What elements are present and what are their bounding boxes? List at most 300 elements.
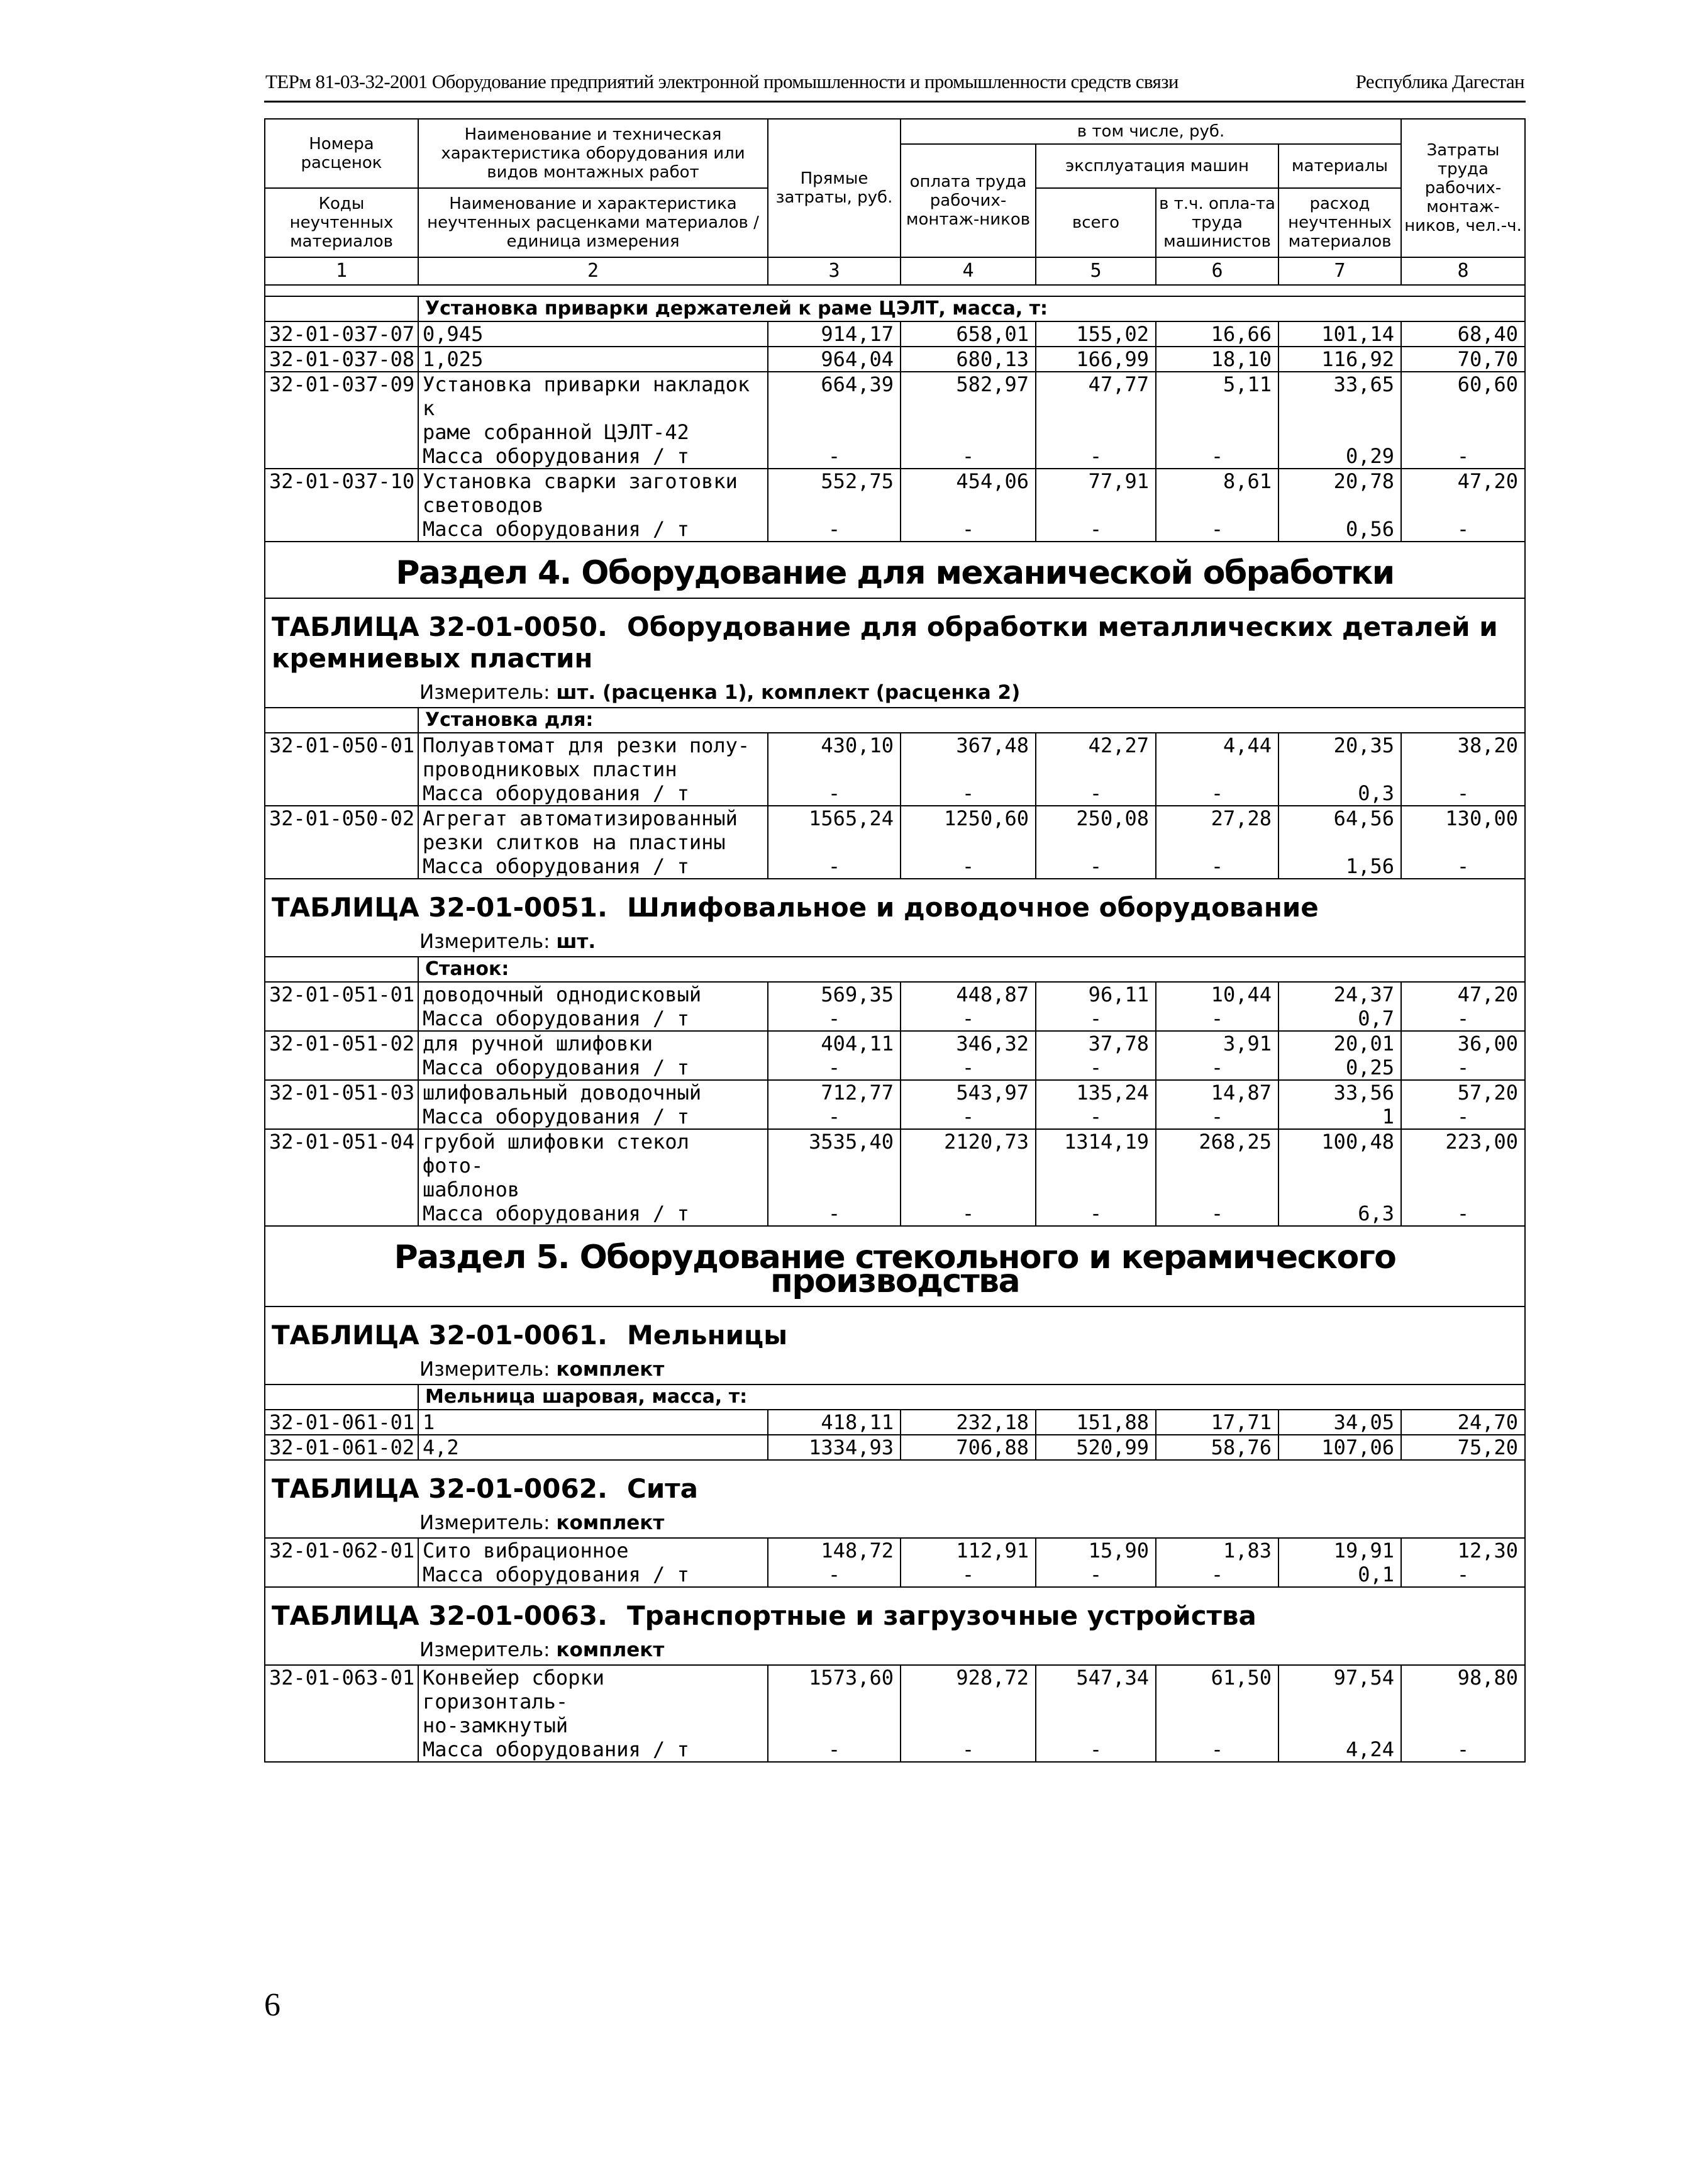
table-row bbox=[265, 982, 1525, 1006]
subheader-code-cell bbox=[265, 708, 418, 733]
mass-c6: - bbox=[1156, 1201, 1278, 1226]
column-number: 4 bbox=[901, 257, 1036, 285]
col5-header: всего bbox=[1036, 188, 1156, 257]
value-c7: 33,65 bbox=[1278, 372, 1401, 444]
mass-c4: - bbox=[901, 1006, 1036, 1031]
value-c5: 1314,19 bbox=[1036, 1129, 1156, 1201]
value-c6: 4,44 bbox=[1156, 733, 1278, 781]
mass-c6: - bbox=[1156, 1056, 1278, 1080]
mass-c7: 0,56 bbox=[1278, 517, 1401, 542]
value-c6: 3,91 bbox=[1156, 1031, 1278, 1056]
mass-code-cell bbox=[265, 1563, 418, 1587]
value-c6: 18,10 bbox=[1156, 347, 1278, 372]
mass-c7: 1 bbox=[1278, 1105, 1401, 1129]
mass-c5: - bbox=[1036, 517, 1156, 542]
table-row bbox=[265, 1080, 1525, 1105]
table-0050-meter-row bbox=[265, 678, 1525, 708]
value-c3: 664,39 bbox=[768, 372, 901, 444]
table-0063-title bbox=[265, 1587, 1525, 1635]
mass-c8: - bbox=[1401, 1105, 1525, 1129]
value-c8: 57,20 bbox=[1401, 1080, 1525, 1105]
value-c6: 61,50 bbox=[1156, 1665, 1278, 1737]
mass-c5: - bbox=[1036, 1105, 1156, 1129]
value-c4: 680,13 bbox=[901, 347, 1036, 372]
value-c8: 60,60 bbox=[1401, 372, 1525, 444]
mass-label: Масса оборудования / т bbox=[418, 1056, 768, 1080]
in-total-header: в том числе, руб. bbox=[901, 119, 1401, 144]
table-row bbox=[265, 372, 1525, 444]
value-c8: 47,20 bbox=[1401, 469, 1525, 517]
value-c8: 12,30 bbox=[1401, 1538, 1525, 1563]
column-number: 5 bbox=[1036, 257, 1156, 285]
mass-c4: - bbox=[901, 854, 1036, 879]
table-0063-meter bbox=[265, 1635, 1525, 1665]
value-c5: 135,24 bbox=[1036, 1080, 1156, 1105]
mass-c4: - bbox=[901, 517, 1036, 542]
value-c7: 97,54 bbox=[1278, 1665, 1401, 1737]
rate-code: 32-01-050-01 bbox=[265, 733, 418, 781]
machines-header: эксплуатация машин bbox=[1036, 144, 1278, 188]
column-numbers-row bbox=[265, 257, 1525, 285]
meter-value: комплект bbox=[556, 1639, 665, 1661]
mass-c4: - bbox=[901, 1563, 1036, 1587]
rate-code: 32-01-037-09 bbox=[265, 372, 418, 444]
value-c4: 232,18 bbox=[901, 1410, 1036, 1435]
table-row bbox=[265, 321, 1525, 347]
value-c3: 404,11 bbox=[768, 1031, 901, 1056]
mass-c6: - bbox=[1156, 1737, 1278, 1762]
table-0062-meter-row bbox=[265, 1508, 1525, 1538]
work-name: Сито вибрационное bbox=[418, 1538, 768, 1563]
meter-label: Измеритель: bbox=[419, 1512, 550, 1534]
table-0051-meter bbox=[265, 927, 1525, 957]
table-row bbox=[265, 1031, 1525, 1056]
mass-c8: - bbox=[1401, 1737, 1525, 1762]
value-c7: 19,91 bbox=[1278, 1538, 1401, 1563]
table-0050-meter bbox=[265, 678, 1525, 708]
mass-c7: 0,25 bbox=[1278, 1056, 1401, 1080]
col7-header: расход неучтенных материалов bbox=[1278, 188, 1401, 257]
mass-c8: - bbox=[1401, 517, 1525, 542]
mass-c7: 0,1 bbox=[1278, 1563, 1401, 1587]
section-4-title-row bbox=[265, 542, 1525, 598]
rate-code: 32-01-051-03 bbox=[265, 1080, 418, 1105]
value-c5: 520,99 bbox=[1036, 1435, 1156, 1460]
mass-c8: - bbox=[1401, 1006, 1525, 1031]
mass-c6: - bbox=[1156, 1006, 1278, 1031]
work-name: грубой шлифовки стекол фото- шаблонов bbox=[418, 1129, 768, 1201]
col8-header: Затраты труда рабочих-монтаж-ников, чел.-ч. bbox=[1401, 119, 1525, 257]
mass-c4: - bbox=[901, 1056, 1036, 1080]
value-c5: 547,34 bbox=[1036, 1665, 1156, 1737]
table-0063-meter-row bbox=[265, 1635, 1525, 1665]
mass-c6: - bbox=[1156, 854, 1278, 879]
table-0062-title bbox=[265, 1460, 1525, 1508]
value-c5: 47,77 bbox=[1036, 372, 1156, 444]
value-c6: 5,11 bbox=[1156, 372, 1278, 444]
materials-header: материалы bbox=[1278, 144, 1401, 188]
table-0061-title bbox=[265, 1306, 1525, 1355]
mass-c5: - bbox=[1036, 1737, 1156, 1762]
value-c8: 36,00 bbox=[1401, 1031, 1525, 1056]
table-0051-title bbox=[265, 879, 1525, 927]
col2-header-bottom: Наименование и характеристика неучтенных расценками материалов / единица измерения bbox=[418, 188, 768, 257]
mass-c6: - bbox=[1156, 444, 1278, 469]
work-name: Полуавтомат для резки полу- проводниковых пластин bbox=[418, 733, 768, 781]
mass-c8: - bbox=[1401, 781, 1525, 806]
mass-c5: - bbox=[1036, 781, 1156, 806]
mass-c5: - bbox=[1036, 1201, 1156, 1226]
mass-c8: - bbox=[1401, 1563, 1525, 1587]
value-c3: 418,11 bbox=[768, 1410, 901, 1435]
mass-label: Масса оборудования / т bbox=[418, 1201, 768, 1226]
work-name: Агрегат автоматизированный резки слитков на пластины bbox=[418, 806, 768, 854]
col1-header-bottom: Коды неучтенных материалов bbox=[265, 188, 418, 257]
value-c7: 100,48 bbox=[1278, 1129, 1401, 1201]
mass-c7: 4,24 bbox=[1278, 1737, 1401, 1762]
subheader-row bbox=[265, 708, 1525, 733]
value-c5: 37,78 bbox=[1036, 1031, 1156, 1056]
meter-value: комплект bbox=[556, 1358, 665, 1381]
mass-c6: - bbox=[1156, 1105, 1278, 1129]
mass-row bbox=[265, 444, 1525, 469]
value-c5: 250,08 bbox=[1036, 806, 1156, 854]
mass-c4: - bbox=[901, 1737, 1036, 1762]
table-row bbox=[265, 806, 1525, 854]
value-c8: 70,70 bbox=[1401, 347, 1525, 372]
value-c3: 964,04 bbox=[768, 347, 901, 372]
mass-c3: - bbox=[768, 444, 901, 469]
mass-label: Масса оборудования / т bbox=[418, 444, 768, 469]
subheader-code-cell bbox=[265, 1384, 418, 1410]
table-row bbox=[265, 347, 1525, 372]
value-c5: 15,90 bbox=[1036, 1538, 1156, 1563]
mass-c8: - bbox=[1401, 854, 1525, 879]
table-row bbox=[265, 1665, 1525, 1737]
mass-c8: - bbox=[1401, 444, 1525, 469]
mass-label: Масса оборудования / т bbox=[418, 1737, 768, 1762]
mass-c7: 1,56 bbox=[1278, 854, 1401, 879]
value-c8: 38,20 bbox=[1401, 733, 1525, 781]
rate-code: 32-01-051-01 bbox=[265, 982, 418, 1006]
table-row bbox=[265, 733, 1525, 781]
mass-code-cell bbox=[265, 1201, 418, 1226]
rate-code: 32-01-050-02 bbox=[265, 806, 418, 854]
value-c7: 101,14 bbox=[1278, 321, 1401, 347]
table-0063-name: Транспортные и загрузочные устройства bbox=[627, 1600, 1256, 1631]
table-0061-title-row bbox=[265, 1306, 1525, 1355]
value-c4: 928,72 bbox=[901, 1665, 1036, 1737]
mass-label: Масса оборудования / т bbox=[418, 1563, 768, 1587]
mass-code-cell bbox=[265, 517, 418, 542]
subheader-row bbox=[265, 296, 1525, 321]
mass-label: Масса оборудования / т bbox=[418, 1006, 768, 1031]
table-row bbox=[265, 1410, 1525, 1435]
value-c8: 24,70 bbox=[1401, 1410, 1525, 1435]
spacer-row bbox=[265, 285, 1525, 296]
mass-code-cell bbox=[265, 781, 418, 806]
mass-c4: - bbox=[901, 444, 1036, 469]
value-c3: 3535,40 bbox=[768, 1129, 901, 1201]
table-0062-title-row bbox=[265, 1460, 1525, 1508]
mass-c4: - bbox=[901, 1201, 1036, 1226]
page-header bbox=[264, 70, 1526, 103]
mass-c3: - bbox=[768, 1737, 901, 1762]
value-c7: 20,78 bbox=[1278, 469, 1401, 517]
value-c8: 68,40 bbox=[1401, 321, 1525, 347]
work-name: шлифовальный доводочный bbox=[418, 1080, 768, 1105]
work-name: Установка приварки накладок к раме собранной ЦЭЛТ-42 bbox=[418, 372, 768, 444]
mass-code-cell bbox=[265, 1006, 418, 1031]
value-c6: 1,83 bbox=[1156, 1538, 1278, 1563]
value-c4: 454,06 bbox=[901, 469, 1036, 517]
work-name: 4,2 bbox=[418, 1435, 768, 1460]
mass-row bbox=[265, 1563, 1525, 1587]
subheader-code-cell bbox=[265, 296, 418, 321]
mass-c5: - bbox=[1036, 444, 1156, 469]
table-0050-title bbox=[265, 598, 1525, 678]
value-c7: 24,37 bbox=[1278, 982, 1401, 1006]
mass-c5: - bbox=[1036, 1056, 1156, 1080]
mass-c8: - bbox=[1401, 1056, 1525, 1080]
value-c4: 706,88 bbox=[901, 1435, 1036, 1460]
mass-c3: - bbox=[768, 1105, 901, 1129]
mass-c5: - bbox=[1036, 1563, 1156, 1587]
mass-c3: - bbox=[768, 517, 901, 542]
mass-c7: 0,29 bbox=[1278, 444, 1401, 469]
mass-label: Масса оборудования / т bbox=[418, 517, 768, 542]
value-c7: 64,56 bbox=[1278, 806, 1401, 854]
value-c7: 20,35 bbox=[1278, 733, 1401, 781]
mass-row bbox=[265, 1737, 1525, 1762]
table-body bbox=[265, 119, 1525, 1762]
table-row bbox=[265, 1538, 1525, 1563]
section-5-title-row bbox=[265, 1226, 1525, 1306]
mass-c6: - bbox=[1156, 781, 1278, 806]
value-c4: 367,48 bbox=[901, 733, 1036, 781]
table-0061-meter-row bbox=[265, 1355, 1525, 1384]
column-number: 6 bbox=[1156, 257, 1278, 285]
mass-row bbox=[265, 1105, 1525, 1129]
value-c4: 346,32 bbox=[901, 1031, 1036, 1056]
value-c3: 569,35 bbox=[768, 982, 901, 1006]
table-row bbox=[265, 1435, 1525, 1460]
mass-code-cell bbox=[265, 1105, 418, 1129]
mass-c3: - bbox=[768, 1201, 901, 1226]
work-name: 0,945 bbox=[418, 321, 768, 347]
col6-header: в т.ч. опла-та труда машинистов bbox=[1156, 188, 1278, 257]
work-name: Установка сварки заготовки световодов bbox=[418, 469, 768, 517]
work-name: Конвейер сборки горизонталь- но-замкнутый bbox=[418, 1665, 768, 1737]
value-c6: 17,71 bbox=[1156, 1410, 1278, 1435]
mass-row bbox=[265, 781, 1525, 806]
subheader-text: Станок: bbox=[418, 957, 1525, 982]
mass-c3: - bbox=[768, 1563, 901, 1587]
mass-row bbox=[265, 1006, 1525, 1031]
rates-table bbox=[264, 118, 1526, 1763]
column-number: 1 bbox=[265, 257, 418, 285]
header-title: ТЕРм 81-03-32-2001 Оборудование предприятий электронной промышленности и промышленности средств связи bbox=[265, 70, 1179, 92]
column-number: 3 bbox=[768, 257, 901, 285]
meter-value: шт. (расценка 1), комплект (расценка 2) bbox=[556, 681, 1021, 704]
mass-row bbox=[265, 517, 1525, 542]
table-0061-name: Мельницы bbox=[627, 1320, 788, 1351]
work-name: доводочный однодисковый bbox=[418, 982, 768, 1006]
value-c5: 151,88 bbox=[1036, 1410, 1156, 1435]
mass-row bbox=[265, 1201, 1525, 1226]
mass-c6: - bbox=[1156, 517, 1278, 542]
subheader-text: Установка приварки держателей к раме ЦЭЛТ, масса, т: bbox=[418, 296, 1525, 321]
value-c3: 148,72 bbox=[768, 1538, 901, 1563]
value-c4: 658,01 bbox=[901, 321, 1036, 347]
value-c4: 2120,73 bbox=[901, 1129, 1036, 1201]
value-c6: 10,44 bbox=[1156, 982, 1278, 1006]
value-c4: 448,87 bbox=[901, 982, 1036, 1006]
rate-code: 32-01-061-01 bbox=[265, 1410, 418, 1435]
header-region: Республика Дагестан bbox=[1355, 70, 1524, 92]
column-number: 8 bbox=[1401, 257, 1525, 285]
value-c3: 1573,60 bbox=[768, 1665, 901, 1737]
header-row-1 bbox=[265, 119, 1525, 144]
mass-c5: - bbox=[1036, 854, 1156, 879]
value-c8: 223,00 bbox=[1401, 1129, 1525, 1201]
rate-code: 32-01-037-07 bbox=[265, 321, 418, 347]
table-0061-key: ТАБЛИЦА 32-01-0061. bbox=[272, 1320, 607, 1351]
subheader-row bbox=[265, 1384, 1525, 1410]
mass-c8: - bbox=[1401, 1201, 1525, 1226]
value-c8: 130,00 bbox=[1401, 806, 1525, 854]
work-name: 1,025 bbox=[418, 347, 768, 372]
value-c3: 1334,93 bbox=[768, 1435, 901, 1460]
section-5-title: Раздел 5. Оборудование стекольного и керамического производства bbox=[265, 1226, 1525, 1306]
work-name: 1 bbox=[418, 1410, 768, 1435]
table-0062-meter bbox=[265, 1508, 1525, 1538]
column-number: 2 bbox=[418, 257, 768, 285]
value-c4: 582,97 bbox=[901, 372, 1036, 444]
table-0050-name: Оборудование для обработки металлических деталей и кремниевых пластин bbox=[272, 611, 1498, 674]
rate-code: 32-01-051-02 bbox=[265, 1031, 418, 1056]
value-c4: 1250,60 bbox=[901, 806, 1036, 854]
mass-row bbox=[265, 854, 1525, 879]
mass-label: Масса оборудования / т bbox=[418, 781, 768, 806]
column-number: 7 bbox=[1278, 257, 1401, 285]
mass-row bbox=[265, 1056, 1525, 1080]
mass-c3: - bbox=[768, 781, 901, 806]
mass-c4: - bbox=[901, 781, 1036, 806]
rate-code: 32-01-051-04 bbox=[265, 1129, 418, 1201]
col1-header-top: Номера расценок bbox=[265, 119, 418, 188]
mass-code-cell bbox=[265, 1056, 418, 1080]
value-c7: 107,06 bbox=[1278, 1435, 1401, 1460]
table-0062-name: Сита bbox=[627, 1473, 698, 1504]
value-c6: 8,61 bbox=[1156, 469, 1278, 517]
value-c8: 98,80 bbox=[1401, 1665, 1525, 1737]
value-c3: 914,17 bbox=[768, 321, 901, 347]
table-0051-meter-row bbox=[265, 927, 1525, 957]
value-c5: 166,99 bbox=[1036, 347, 1156, 372]
mass-c7: 6,3 bbox=[1278, 1201, 1401, 1226]
value-c8: 75,20 bbox=[1401, 1435, 1525, 1460]
rate-code: 32-01-063-01 bbox=[265, 1665, 418, 1737]
section-4-title: Раздел 4. Оборудование для механической обработки bbox=[265, 542, 1525, 598]
mass-c6: - bbox=[1156, 1563, 1278, 1587]
rate-code: 32-01-062-01 bbox=[265, 1538, 418, 1563]
mass-code-cell bbox=[265, 444, 418, 469]
table-0051-title-row bbox=[265, 879, 1525, 927]
mass-c4: - bbox=[901, 1105, 1036, 1129]
value-c5: 155,02 bbox=[1036, 321, 1156, 347]
value-c4: 112,91 bbox=[901, 1538, 1036, 1563]
table-0063-title-row bbox=[265, 1587, 1525, 1635]
value-c7: 20,01 bbox=[1278, 1031, 1401, 1056]
meter-label: Измеритель: bbox=[419, 1358, 550, 1381]
value-c5: 77,91 bbox=[1036, 469, 1156, 517]
value-c6: 16,66 bbox=[1156, 321, 1278, 347]
table-0051-key: ТАБЛИЦА 32-01-0051. bbox=[272, 892, 607, 923]
table-row bbox=[265, 469, 1525, 517]
table-0061-meter bbox=[265, 1355, 1525, 1384]
col2-header-top: Наименование и техническая характеристика оборудования или видов монтажных работ bbox=[418, 119, 768, 188]
value-c7: 34,05 bbox=[1278, 1410, 1401, 1435]
value-c3: 552,75 bbox=[768, 469, 901, 517]
meter-value: шт. bbox=[556, 930, 596, 953]
table-0050-key: ТАБЛИЦА 32-01-0050. bbox=[272, 611, 607, 642]
mass-c3: - bbox=[768, 1006, 901, 1031]
subheader-text: Мельница шаровая, масса, т: bbox=[418, 1384, 1525, 1410]
table-0050-title-row bbox=[265, 598, 1525, 678]
table-0062-key: ТАБЛИЦА 32-01-0062. bbox=[272, 1473, 607, 1504]
subheader-code-cell bbox=[265, 957, 418, 982]
mass-c7: 0,7 bbox=[1278, 1006, 1401, 1031]
mass-c3: - bbox=[768, 854, 901, 879]
spacer-cell bbox=[265, 285, 1525, 296]
value-c5: 96,11 bbox=[1036, 982, 1156, 1006]
value-c8: 47,20 bbox=[1401, 982, 1525, 1006]
value-c6: 14,87 bbox=[1156, 1080, 1278, 1105]
table-0051-name: Шлифовальное и доводочное оборудование bbox=[627, 892, 1319, 923]
page-number: 6 bbox=[264, 1987, 280, 2023]
rate-code: 32-01-037-10 bbox=[265, 469, 418, 517]
subheader-text: Установка для: bbox=[418, 708, 1525, 733]
value-c4: 543,97 bbox=[901, 1080, 1036, 1105]
col3-header: Прямые затраты, руб. bbox=[768, 119, 901, 257]
mass-label: Масса оборудования / т bbox=[418, 854, 768, 879]
value-c6: 58,76 bbox=[1156, 1435, 1278, 1460]
value-c3: 712,77 bbox=[768, 1080, 901, 1105]
value-c6: 27,28 bbox=[1156, 806, 1278, 854]
value-c3: 430,10 bbox=[768, 733, 901, 781]
meter-label: Измеритель: bbox=[419, 681, 550, 704]
mass-code-cell bbox=[265, 854, 418, 879]
meter-value: комплект bbox=[556, 1512, 665, 1534]
value-c7: 33,56 bbox=[1278, 1080, 1401, 1105]
table-0063-key: ТАБЛИЦА 32-01-0063. bbox=[272, 1600, 607, 1631]
table-row bbox=[265, 1129, 1525, 1201]
col4-header: оплата труда рабочих-монтаж-ников bbox=[901, 144, 1036, 257]
subheader-row bbox=[265, 957, 1525, 982]
work-name: для ручной шлифовки bbox=[418, 1031, 768, 1056]
mass-c5: - bbox=[1036, 1006, 1156, 1031]
value-c5: 42,27 bbox=[1036, 733, 1156, 781]
mass-code-cell bbox=[265, 1737, 418, 1762]
meter-label: Измеритель: bbox=[419, 930, 550, 953]
value-c6: 268,25 bbox=[1156, 1129, 1278, 1201]
rate-code: 32-01-061-02 bbox=[265, 1435, 418, 1460]
meter-label: Измеритель: bbox=[419, 1639, 550, 1661]
mass-c7: 0,3 bbox=[1278, 781, 1401, 806]
rate-code: 32-01-037-08 bbox=[265, 347, 418, 372]
value-c3: 1565,24 bbox=[768, 806, 901, 854]
